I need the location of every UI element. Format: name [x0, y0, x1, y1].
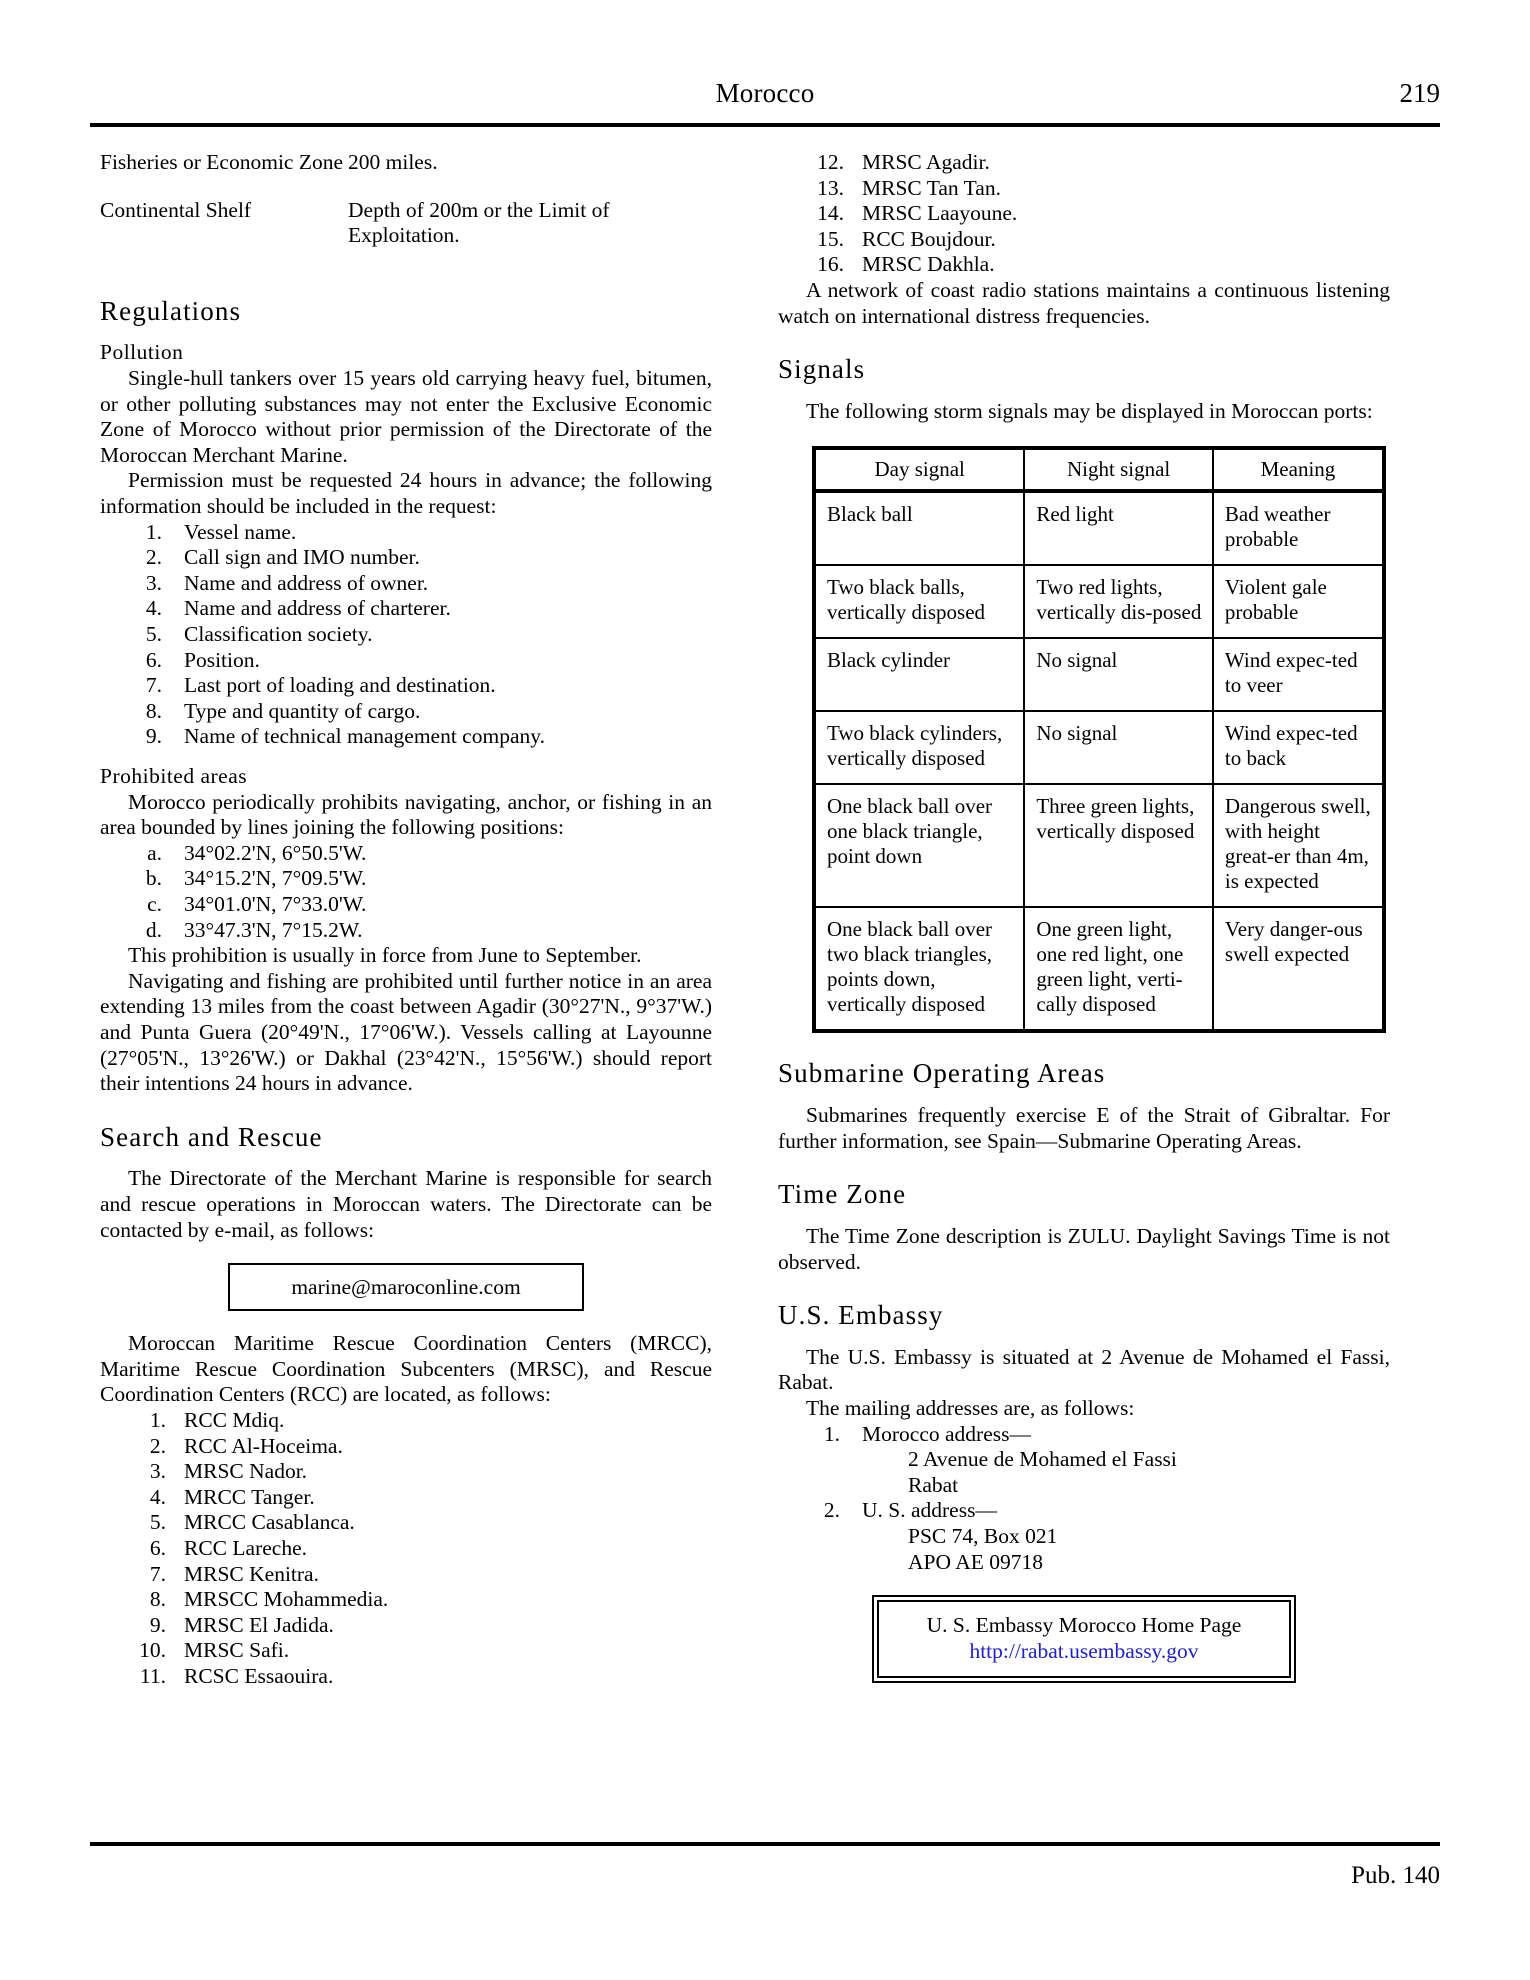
- list-item-label: Type and quantity of cargo.: [184, 698, 421, 723]
- list-item-label: Position.: [184, 647, 260, 672]
- footer-rule: [90, 1842, 1440, 1846]
- list-marker: 3.: [145, 570, 162, 595]
- cell-meaning: Bad weather probable: [1213, 491, 1384, 565]
- embassy-address-list-2: [778, 1498, 1390, 1524]
- center-name: RCC Mdiq.: [184, 1407, 285, 1432]
- center-name: MRCC Tanger.: [184, 1484, 315, 1509]
- list-item-label: Name of technical management company.: [184, 724, 545, 749]
- cell-night-signal: One green light, one red light, one green light, verti-cally disposed: [1024, 907, 1213, 1031]
- list-item: [100, 1638, 712, 1664]
- list-item: [778, 201, 1390, 227]
- list-item: [100, 724, 712, 750]
- cell-meaning: Violent gale probable: [1213, 565, 1384, 638]
- center-name: MRSC El Jadida.: [184, 1612, 334, 1637]
- list-item: [100, 1664, 712, 1690]
- column-header-day-signal: Day signal: [814, 448, 1024, 491]
- table-row: [100, 198, 712, 271]
- list-marker: 6.: [149, 1535, 166, 1560]
- request-information-list: [100, 520, 712, 750]
- embassy-homepage-title: U. S. Embassy Morocco Home Page: [926, 1613, 1242, 1638]
- cell-day-signal: One black ball over one black triangle, point down: [814, 784, 1024, 907]
- list-item: [100, 1510, 712, 1536]
- list-item: [100, 520, 712, 546]
- list-item: [100, 1536, 712, 1562]
- center-name: RCC Al-Hoceima.: [184, 1433, 343, 1458]
- address-line: 2 Avenue de Mohamed el Fassi: [908, 1447, 1177, 1472]
- section-heading-search-and-rescue: Search and Rescue: [100, 1121, 323, 1152]
- list-marker: d.: [145, 917, 162, 942]
- list-marker: 3.: [149, 1459, 166, 1484]
- section-heading-signals: Signals: [778, 354, 866, 385]
- column-header-night-signal: Night signal: [1024, 448, 1213, 491]
- subheading-pollution: Pollution: [100, 340, 184, 365]
- list-item: [778, 252, 1390, 278]
- table-row: [814, 638, 1384, 711]
- center-name: MRSC Dakhla.: [862, 252, 995, 277]
- list-item: [778, 227, 1390, 253]
- position-value: 34°02.2'N, 6°50.5'W.: [184, 840, 367, 865]
- rescue-centers-list: [100, 1408, 712, 1690]
- address-line: Rabat: [908, 1472, 959, 1497]
- list-item: [778, 1498, 1390, 1524]
- list-marker: 4.: [145, 596, 162, 621]
- position-value: 34°15.2'N, 7°09.5'W.: [184, 866, 367, 891]
- list-marker: 15.: [817, 226, 844, 251]
- prohibited-positions-list: [100, 841, 712, 943]
- list-marker: 10.: [139, 1638, 166, 1663]
- cell-meaning: Wind expec-ted to back: [1213, 711, 1384, 784]
- limit-value: Depth of 200m or the Limit of Exploitation.: [348, 197, 610, 248]
- limit-term: Fisheries or Economic Zone: [100, 150, 344, 174]
- list-item: [778, 176, 1390, 202]
- signals-intro-paragraph: The following storm signals may be displayed in Moroccan ports:: [806, 398, 1373, 423]
- list-item: [100, 1459, 712, 1485]
- list-item-label: Name and address of owner.: [184, 570, 429, 595]
- section-heading-regulations: Regulations: [100, 295, 242, 326]
- column-header-meaning: Meaning: [1213, 448, 1384, 491]
- section-heading-time-zone: Time Zone: [778, 1179, 907, 1210]
- embassy-homepage-inner: [877, 1600, 1291, 1678]
- list-marker: 12.: [817, 150, 844, 174]
- center-name: RCC Lareche.: [184, 1535, 307, 1560]
- list-marker: 7.: [149, 1561, 166, 1586]
- list-item: [100, 1562, 712, 1588]
- table-row: [814, 565, 1384, 638]
- left-column: [100, 150, 712, 1689]
- list-marker: 16.: [817, 252, 844, 277]
- search-rescue-paragraph-2: Moroccan Maritime Rescue Coordination Centers (MRCC), Maritime Rescue Coordination Subcenters (MRSC), and Rescue Coordination Centers (RCC) are located, as follows:: [100, 1331, 712, 1407]
- center-name: MRCC Casablanca.: [184, 1510, 355, 1535]
- list-item: [100, 841, 712, 867]
- list-item: [100, 648, 712, 674]
- embassy-paragraph-2: The mailing addresses are, as follows:: [806, 1396, 1135, 1421]
- prohibited-paragraph-2: This prohibition is usually in force from June to September.: [128, 943, 642, 968]
- center-name: MRSC Nador.: [184, 1459, 308, 1484]
- position-value: 33°47.3'N, 7°15.2W.: [184, 917, 363, 942]
- list-item: [100, 892, 712, 918]
- cell-night-signal: Two red lights, vertically dis-posed: [1024, 565, 1213, 638]
- list-item-label: Vessel name.: [184, 519, 297, 544]
- list-item: [778, 1422, 1390, 1448]
- embassy-paragraph-1: The U.S. Embassy is situated at 2 Avenue de Mohamed el Fassi, Rabat.: [778, 1344, 1390, 1395]
- list-marker: 6.: [145, 647, 162, 672]
- pollution-paragraph-2: Permission must be requested 24 hours in advance; the following information should be included in the request:: [100, 468, 712, 519]
- table-row: [814, 491, 1384, 565]
- list-marker: 14.: [817, 201, 844, 226]
- prohibited-paragraph-1: Morocco periodically prohibits navigating, anchor, or fishing in an area bounded by lines joining the following positions:: [100, 789, 712, 840]
- submarine-paragraph: Submarines frequently exercise E of the Strait of Gibraltar. For further information, see Spain—Submarine Operating Areas.: [778, 1103, 1390, 1153]
- subheading-prohibited-areas: Prohibited areas: [100, 763, 248, 788]
- list-item-label: Last port of loading and destination.: [184, 673, 496, 698]
- section-heading-submarine-operating-areas: Submarine Operating Areas: [778, 1058, 1106, 1089]
- embassy-homepage-callout-box: [872, 1595, 1296, 1683]
- pollution-paragraph-1: Single-hull tankers over 15 years old carrying heavy fuel, bitumen, or other polluting substances may not enter the Exclusive Economic Zone of Morocco without prior permission of the Directorate of the Moroccan Merchant Marine.: [100, 366, 712, 467]
- embassy-address-list: [778, 1422, 1390, 1448]
- email-callout-box: [228, 1263, 584, 1311]
- coast-radio-paragraph: A network of coast radio stations maintains a continuous listening watch on international distress frequencies.: [778, 277, 1390, 328]
- page-title: Morocco: [715, 78, 815, 108]
- cell-day-signal: Black cylinder: [814, 638, 1024, 711]
- right-column: [778, 150, 1390, 1683]
- list-item: [100, 866, 712, 892]
- list-marker: 1.: [823, 1421, 840, 1446]
- cell-meaning: Very danger-ous swell expected: [1224, 917, 1363, 967]
- list-marker: 4.: [149, 1484, 166, 1509]
- table-row: [814, 711, 1384, 784]
- table-row: [814, 907, 1384, 1031]
- rescue-centers-list-continued: [778, 150, 1390, 278]
- cell-day-signal: Two black balls, vertically disposed: [814, 565, 1024, 638]
- list-item-label: Call sign and IMO number.: [184, 545, 420, 570]
- center-name: MRSC Laayoune.: [862, 201, 1018, 226]
- list-item: [778, 150, 1390, 176]
- limit-value: 200 miles.: [348, 150, 438, 174]
- limit-term: Continental Shelf: [100, 197, 252, 222]
- search-rescue-paragraph-1: The Directorate of the Merchant Marine is responsible for search and rescue operations in Moroccan waters. The Directorate can be contacted by e-mail, as follows:: [100, 1166, 712, 1242]
- prohibited-paragraph-3: Navigating and fishing are prohibited until further notice in an area extending 13 miles from the coast between Agadir (30°27'N., 9°37'W.) and Punta Guera (20°49'N., 17°06'W.). Vessels calling at Layounne (27°05'N., 13°26'W.) or Dakhal (23°42'N., 15°56'W.) should report their intentions 24 hours in advance.: [100, 968, 712, 1096]
- table-row: [100, 150, 712, 198]
- list-item-label: Classification society.: [184, 622, 373, 646]
- header-rule: [90, 123, 1440, 127]
- list-item: [100, 673, 712, 699]
- list-marker: 1.: [145, 519, 162, 544]
- cell-night-signal: No signal: [1024, 711, 1213, 784]
- list-item: [100, 1587, 712, 1613]
- list-marker: 2.: [145, 545, 162, 570]
- list-marker: 8.: [149, 1587, 166, 1612]
- list-marker: 5.: [149, 1510, 166, 1535]
- address-label: Morocco address—: [862, 1421, 1031, 1446]
- storm-signals-table: [812, 446, 1386, 1033]
- cell-night-signal: Three green lights, vertically disposed: [1024, 784, 1213, 907]
- publication-label: Pub. 140: [1351, 1862, 1440, 1889]
- cell-day-signal: Two black cylinders, vertically disposed: [814, 711, 1024, 784]
- center-name: RCSC Essaouira.: [184, 1663, 334, 1688]
- list-marker: 9.: [145, 724, 162, 749]
- center-name: RCC Boujdour.: [862, 226, 996, 251]
- list-marker: a.: [147, 840, 162, 865]
- list-item: [100, 699, 712, 725]
- list-item: [100, 1408, 712, 1434]
- list-item: [100, 1434, 712, 1460]
- table-row: [814, 784, 1384, 907]
- center-name: MRSC Kenitra.: [184, 1561, 319, 1586]
- center-name: MRSC Safi.: [184, 1638, 290, 1663]
- list-marker: c.: [147, 891, 162, 916]
- cell-day-signal: One black ball over two black triangles, points down, vertically disposed: [814, 907, 1024, 1031]
- list-marker: 8.: [145, 698, 162, 723]
- list-marker: 11.: [139, 1663, 166, 1688]
- address-label: U. S. address—: [862, 1498, 997, 1523]
- list-marker: 2.: [823, 1498, 840, 1523]
- list-marker: 7.: [145, 673, 162, 698]
- center-name: MRSCC Mohammedia.: [184, 1587, 389, 1612]
- list-marker: b.: [145, 866, 162, 891]
- running-head: [90, 78, 1440, 118]
- list-item-label: Name and address of charterer.: [184, 596, 451, 621]
- list-marker: 5.: [145, 622, 162, 646]
- list-item: [100, 918, 712, 944]
- position-value: 34°01.0'N, 7°33.0'W.: [184, 891, 367, 916]
- address-line: APO AE 09718: [908, 1549, 1043, 1574]
- list-marker: 1.: [149, 1407, 166, 1432]
- list-item: [100, 1613, 712, 1639]
- cell-night-signal: No signal: [1024, 638, 1213, 711]
- address-line: PSC 74, Box 021: [908, 1524, 1058, 1549]
- center-name: MRSC Agadir.: [862, 150, 990, 174]
- page-number: 219: [1399, 78, 1440, 108]
- list-item: [100, 596, 712, 622]
- list-marker: 2.: [149, 1433, 166, 1458]
- list-marker: 13.: [817, 175, 844, 200]
- section-heading-us-embassy: U.S. Embassy: [778, 1300, 944, 1331]
- email-address[interactable]: marine@maroconline.com: [291, 1275, 521, 1300]
- center-name: MRSC Tan Tan.: [862, 175, 1001, 200]
- embassy-homepage-link[interactable]: http://rabat.usembassy.gov: [969, 1639, 1199, 1664]
- list-item: [100, 545, 712, 571]
- table-header-row: [814, 448, 1384, 491]
- cell-day-signal: Black ball: [814, 491, 1024, 565]
- cell-meaning: Wind expec-ted to veer: [1213, 638, 1384, 711]
- cell-meaning: Dangerous swell, with height great-er than 4m, is expected: [1213, 784, 1384, 907]
- time-zone-paragraph: The Time Zone description is ZULU. Daylight Savings Time is not observed.: [778, 1224, 1390, 1274]
- list-item: [100, 622, 712, 648]
- cell-night-signal: Red light: [1024, 491, 1213, 565]
- maritime-limits-table: [100, 150, 712, 271]
- list-item: [100, 571, 712, 597]
- list-item: [100, 1485, 712, 1511]
- list-marker: 9.: [149, 1612, 166, 1637]
